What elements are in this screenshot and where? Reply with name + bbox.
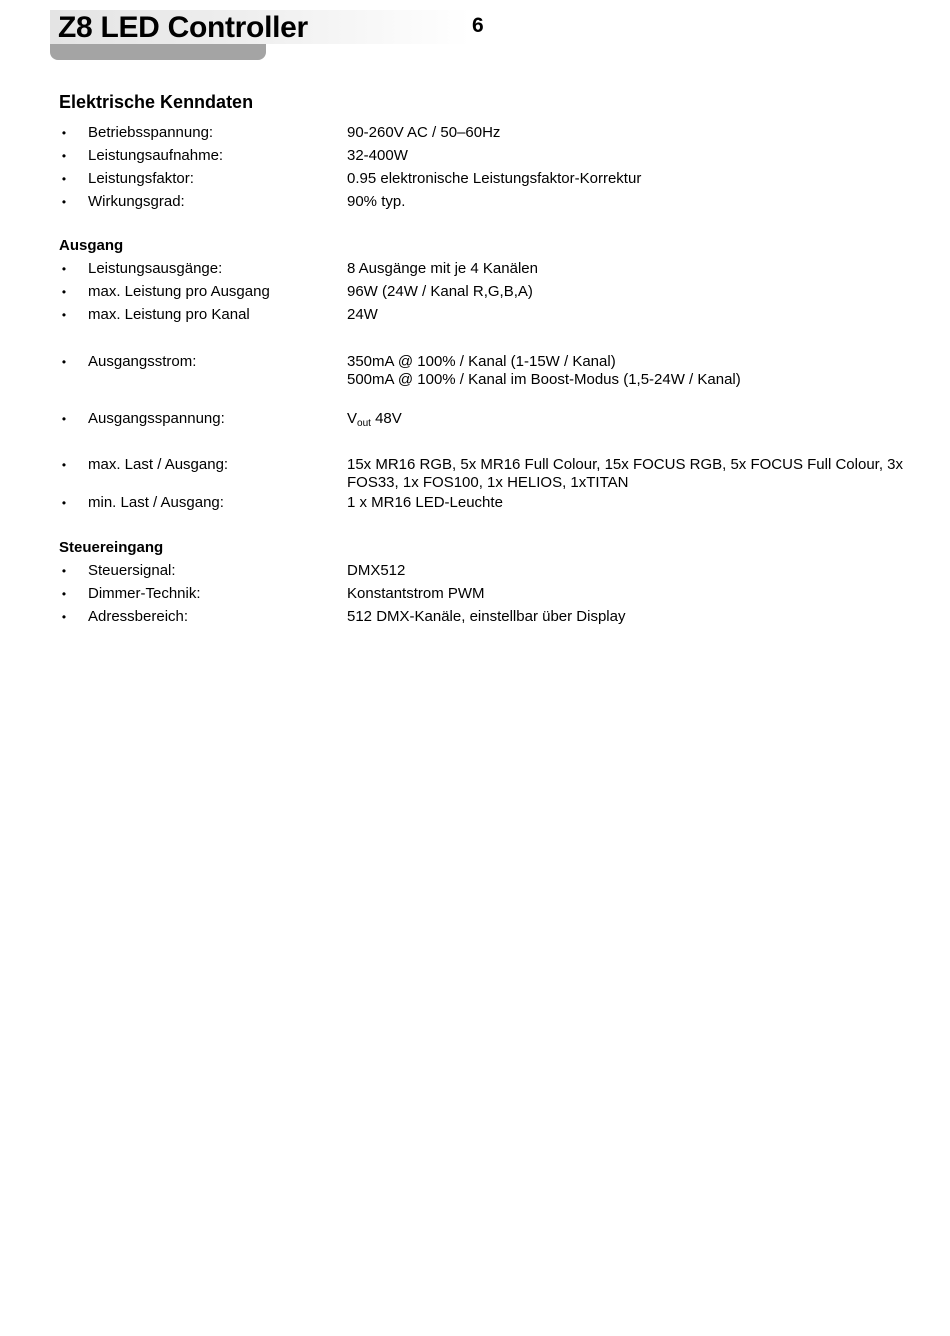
bullet-icon: • — [61, 308, 67, 322]
spec-label: Adressbereich: — [88, 608, 189, 625]
spec-value: 90% typ. — [347, 193, 406, 210]
page-number: 6 — [472, 14, 484, 37]
voltage-value: 48V — [375, 410, 402, 427]
bullet-icon: • — [61, 412, 67, 426]
section-heading-electrical: Elektrische Kenndaten — [59, 92, 254, 112]
spec-value — [347, 353, 907, 389]
bullet-icon: • — [61, 172, 67, 186]
spec-label: Dimmer-Technik: — [88, 585, 201, 602]
spec-value: 8 Ausgänge mit je 4 Kanälen — [347, 260, 538, 277]
spec-value-line-2: 500mA @ 100% / Kanal im Boost-Modus (1,5-24W / Kanal) — [347, 371, 741, 388]
spec-value: 15x MR16 RGB, 5x MR16 Full Colour, 15x FOCUS RGB, 5x FOCUS Full Colour, 3x FOS33, 1x FOS100, 1x HELIOS, 1xTITAN — [347, 456, 904, 491]
spec-value: DMX512 — [347, 562, 406, 579]
spec-value: 512 DMX-Kanäle, einstellbar über Display — [347, 608, 626, 625]
section-heading-control-input: Steuereingang — [59, 539, 164, 556]
spec-label: Ausgangsspannung: — [88, 410, 225, 427]
spec-value-line-1: 350mA @ 100% / Kanal (1-15W / Kanal) — [347, 353, 616, 370]
spec-label: max. Leistung pro Ausgang — [88, 283, 270, 300]
bullet-icon: • — [61, 262, 67, 276]
spec-label: Leistungsaufnahme: — [88, 147, 224, 164]
spec-label: max. Last / Ausgang: — [88, 456, 229, 473]
spec-value: 1 x MR16 LED-Leuchte — [347, 494, 503, 511]
spec-label: max. Leistung pro Kanal — [88, 306, 250, 323]
bullet-icon: • — [61, 126, 67, 140]
document-title: Z8 LED Controller — [58, 11, 308, 44]
spec-label: Betriebsspannung: — [88, 124, 214, 141]
bullet-icon: • — [61, 458, 67, 472]
spec-value: Konstantstrom PWM — [347, 585, 485, 602]
section-heading-output: Ausgang — [59, 237, 124, 254]
spec-value: 90-260V AC / 50–60Hz — [347, 124, 501, 141]
spec-label: Wirkungsgrad: — [88, 193, 185, 210]
bullet-icon: • — [61, 149, 67, 163]
spec-label: Leistungsausgänge: — [88, 260, 223, 277]
spec-value: 0.95 elektronische Leistungsfaktor-Korrektur — [347, 170, 642, 187]
bullet-icon: • — [61, 610, 67, 624]
spec-label: Leistungsfaktor: — [88, 170, 194, 187]
spec-value — [347, 410, 907, 433]
spec-value: 24W — [347, 306, 378, 323]
voltage-subscript: out — [357, 418, 371, 429]
spec-label: Steuersignal: — [88, 562, 176, 579]
bullet-icon: • — [61, 355, 67, 369]
bullet-icon: • — [61, 564, 67, 578]
voltage-symbol: V — [347, 410, 358, 427]
bullet-icon: • — [61, 587, 67, 601]
bullet-icon: • — [61, 496, 67, 510]
spec-label: Ausgangsstrom: — [88, 353, 197, 370]
spec-label: min. Last / Ausgang: — [88, 494, 224, 511]
bullet-icon: • — [61, 285, 67, 299]
spec-value: 96W (24W / Kanal R,G,B,A) — [347, 283, 533, 300]
spec-value: 32-400W — [347, 147, 408, 164]
bullet-icon: • — [61, 195, 67, 209]
